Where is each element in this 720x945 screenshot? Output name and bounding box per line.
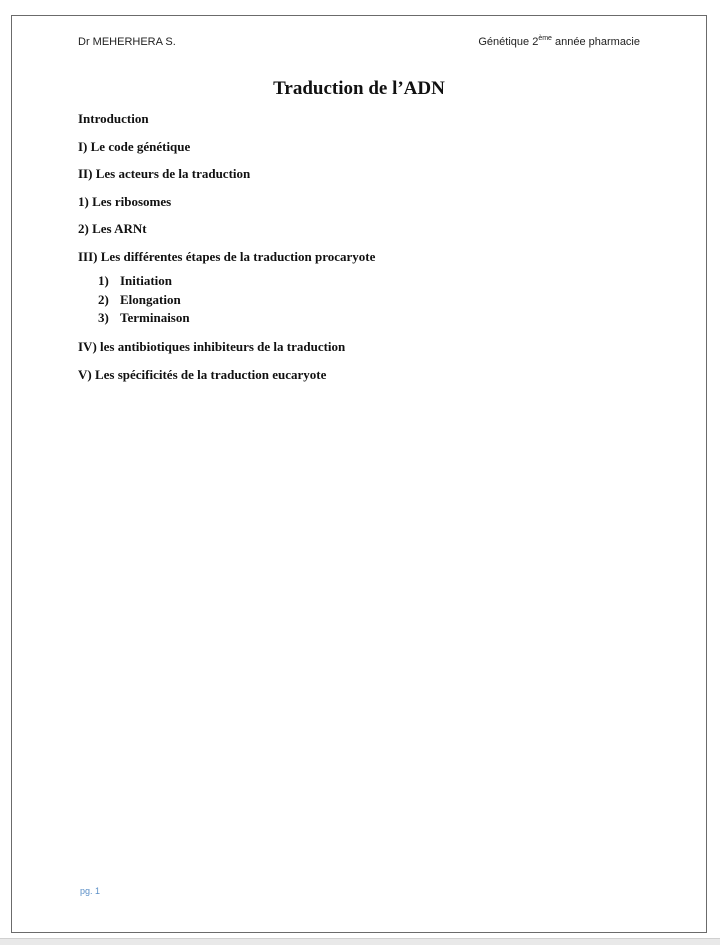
page-number: pg. 1 bbox=[80, 886, 101, 896]
toc-subitem-initiation bbox=[98, 273, 375, 289]
document-title: Traduction de l’ADN bbox=[273, 78, 445, 99]
toc-item-acteurs: II) Les acteurs de la traduction bbox=[78, 166, 251, 181]
toc-subitem-number: 3) bbox=[98, 310, 109, 325]
toc-subitem-label: Elongation bbox=[120, 291, 181, 307]
header-course-prefix: Génétique 2 bbox=[478, 36, 539, 48]
toc-subitem-label: Terminaison bbox=[120, 310, 190, 325]
toc-item-introduction: Introduction bbox=[78, 111, 149, 126]
toc-subitem-terminaison bbox=[98, 310, 375, 326]
header-course-sup: ème bbox=[538, 35, 552, 42]
toc-item-code-genetique: I) Le code génétique bbox=[78, 138, 191, 154]
toc-subitem-number: 1) bbox=[98, 273, 109, 288]
toc-item-eucaryote: V) Les spécificités de la traduction eucaryote bbox=[78, 366, 327, 382]
toc-subitem-number: 2) bbox=[98, 291, 109, 307]
toc-item-ribosomes: 1) Les ribosomes bbox=[78, 193, 172, 209]
toc-subitem-label: Initiation bbox=[120, 273, 173, 288]
header-course-suffix: année pharmacie bbox=[551, 36, 640, 48]
toc-item-etapes: III) Les différentes étapes de la traduction procaryote bbox=[78, 248, 376, 264]
header-course bbox=[478, 36, 640, 48]
toc-sublist bbox=[98, 273, 375, 326]
toc-item-antibiotiques: IV) les antibiotiques inhibiteurs de la traduction bbox=[78, 339, 346, 354]
toc-item-arnt: 2) Les ARNt bbox=[78, 221, 147, 236]
document-page bbox=[11, 15, 707, 933]
table-of-contents bbox=[78, 111, 375, 394]
toc-subitem-elongation bbox=[98, 292, 375, 308]
header-author: Dr MEHERHERA S. bbox=[78, 36, 176, 48]
